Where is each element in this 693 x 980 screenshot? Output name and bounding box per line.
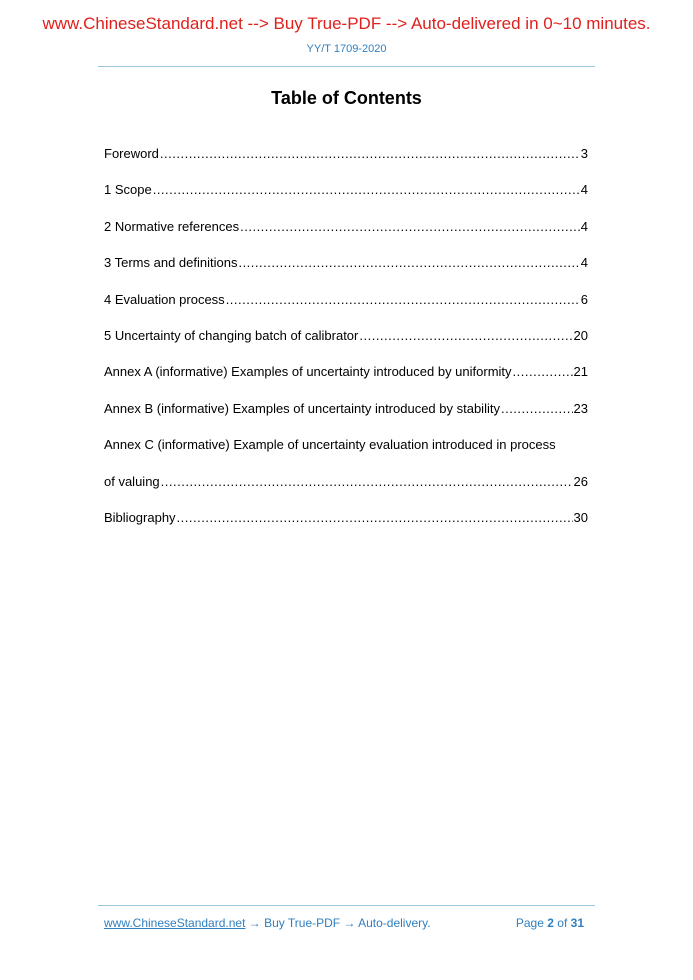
dot-leader <box>177 508 573 528</box>
toc-entry-page: 23 <box>573 400 588 416</box>
page-current: 2 <box>547 916 554 930</box>
dot-leader <box>226 290 580 310</box>
toc-entry-label: 2 Normative references <box>104 218 240 234</box>
toc-entry-scope[interactable] <box>104 180 588 216</box>
toc-entry-bibliography[interactable] <box>104 508 588 544</box>
toc-entry-page: 4 <box>580 182 588 198</box>
toc-entry-label: 4 Evaluation process <box>104 291 225 307</box>
toc-entry-label: Annex C (informative) Example of uncertainty evaluation introduced in process <box>104 437 556 453</box>
toc-entry-page: 21 <box>573 364 588 380</box>
page-total: 31 <box>570 916 584 930</box>
header-divider <box>98 66 595 67</box>
dot-leader <box>501 399 573 419</box>
toc-entry-label: Annex B (informative) Examples of uncertainty introduced by stability <box>104 400 500 416</box>
footer-tagline: → Buy True-PDF → Auto-delivery. <box>245 916 431 930</box>
toc-entry-terms-definitions[interactable] <box>104 253 588 289</box>
page-word: Page <box>515 916 544 930</box>
toc-entry-page: 26 <box>573 473 588 489</box>
toc-entry-annex-c-continued[interactable] <box>104 472 588 508</box>
toc-entry-annex-b[interactable] <box>104 399 588 435</box>
toc-entry-normative-references[interactable] <box>104 217 588 253</box>
page-footer <box>104 916 584 930</box>
toc-entry-label: Foreword <box>104 146 159 161</box>
toc-entry-page: 4 <box>580 255 588 271</box>
toc-entry-uncertainty-batch[interactable] <box>104 326 588 362</box>
toc-entry-page: 4 <box>580 218 588 234</box>
toc-entry-label: 1 Scope <box>104 182 152 198</box>
toc-entry-annex-a[interactable] <box>104 362 588 398</box>
page-of-word: of <box>557 916 568 930</box>
toc-entry-page: 20 <box>573 327 588 343</box>
dot-leader <box>513 362 573 382</box>
toc-entry-foreword[interactable] <box>104 144 588 180</box>
table-of-contents <box>104 144 588 544</box>
toc-entry-evaluation-process[interactable] <box>104 290 588 326</box>
page-title: Table of Contents <box>271 88 422 108</box>
footer-divider <box>98 905 595 906</box>
toc-entry-label: Bibliography <box>104 509 176 525</box>
toc-entry-label: of valuing <box>104 473 160 489</box>
dot-leader <box>238 253 579 273</box>
toc-entry-label: 5 Uncertainty of changing batch of calibrator <box>104 327 359 343</box>
toc-entry-page: 30 <box>573 509 588 525</box>
dot-leader <box>359 326 572 346</box>
dot-leader <box>161 472 573 492</box>
toc-entry-page: 3 <box>580 146 588 161</box>
document-id: YY/T 1709-2020 <box>306 43 387 55</box>
dot-leader <box>160 144 580 164</box>
dot-leader <box>153 180 580 200</box>
dot-leader <box>240 217 580 237</box>
footer-left <box>104 916 431 930</box>
header-banner: www.ChineseStandard.net --> Buy True-PDF --> Auto-delivered in 0~10 minutes. <box>42 14 651 33</box>
footer-website-link[interactable]: www.ChineseStandard.net <box>104 916 246 930</box>
toc-entry-label: 3 Terms and definitions <box>104 255 238 271</box>
toc-entry-annex-c[interactable] <box>104 435 588 471</box>
toc-entry-label: Annex A (informative) Examples of uncertainty introduced by uniformity <box>104 364 512 380</box>
toc-entry-page: 6 <box>580 291 588 307</box>
page-indicator <box>516 916 584 930</box>
